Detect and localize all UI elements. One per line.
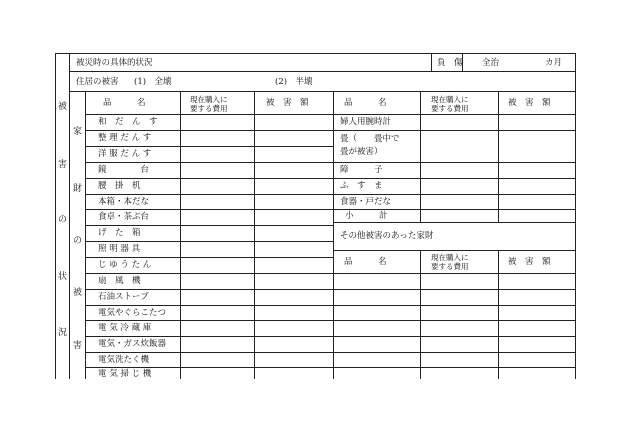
header-item-left: 品 名: [103, 98, 146, 108]
row-line: [69, 91, 575, 92]
col-line: [420, 250, 421, 379]
side-label-4: 況: [58, 328, 68, 338]
row-line: [85, 225, 333, 226]
right-item-1: 婦人用腕時計: [340, 117, 392, 127]
header-cost-right-1: 現在購入に: [431, 95, 469, 104]
injury-full: 全治: [482, 58, 500, 68]
left-item-11: 石油ストーブ: [98, 292, 149, 302]
left-item-0: 和 だ ん す: [98, 117, 158, 127]
right-item-3: 障 子: [340, 165, 383, 175]
col-line: [431, 53, 432, 71]
side-label-1: 害: [58, 160, 68, 170]
row-line: [85, 320, 333, 321]
row-line: [333, 178, 575, 179]
section-title: 被災時の具体的状況: [76, 58, 153, 68]
right-item-6: 小 計: [345, 211, 388, 221]
row-line: [333, 130, 575, 131]
left-item-10: 扇 風 機: [98, 276, 141, 286]
frame-top: [55, 53, 575, 54]
injury-unit: カ月: [545, 58, 563, 68]
header-cost-left-1: 現在購入に: [190, 95, 228, 104]
row-line: [85, 352, 333, 353]
housing-option-2: (2) 半壊: [275, 77, 313, 87]
row-line: [333, 162, 575, 163]
side2-label-4: 害: [73, 341, 83, 351]
row-line: [333, 367, 575, 368]
side-label-0: 被: [58, 102, 68, 112]
header-item-right: 品 名: [344, 98, 387, 108]
right-item-4: ふ す ま: [340, 181, 383, 191]
left-item-8: 照 明 器 具: [98, 244, 141, 254]
side2-label-2: の: [73, 236, 83, 246]
row-line: [85, 336, 333, 337]
left-item-7: げ た 箱: [98, 228, 141, 238]
row-line: [85, 114, 333, 115]
row-line: [333, 305, 575, 306]
side2-label-3: 被: [73, 288, 83, 298]
right-item-2b: 畳が被害）: [340, 147, 383, 157]
row-line: [333, 273, 575, 274]
col-line: [498, 91, 499, 222]
row-line: [85, 289, 333, 290]
col-line: [420, 91, 421, 222]
right-item-5: 食器・戸だな: [340, 197, 392, 207]
header-damage-other: 被 害 額: [508, 257, 551, 267]
frame-left: [55, 53, 56, 379]
row-line: [333, 194, 575, 195]
row-line: [333, 250, 575, 251]
left-item-6: 食卓・茶ぶ台: [98, 212, 150, 222]
left-item-4: 腰 掛 机: [98, 181, 141, 191]
left-item-9: じ ゆ う た ん: [98, 260, 152, 270]
row-line: [85, 178, 333, 179]
left-item-15: 電気洗たく機: [98, 355, 150, 365]
housing-label: 住居の被害: [76, 77, 119, 87]
header-cost-other-1: 現在購入に: [431, 253, 469, 262]
header-cost-other-2: 要する費用: [431, 262, 469, 271]
row-line: [333, 222, 575, 223]
frame-right: [575, 53, 576, 379]
side2-label-0: 家: [73, 127, 83, 137]
side-label-2: の: [58, 215, 68, 225]
row-line: [333, 289, 575, 290]
side-label-3: 状: [58, 272, 68, 282]
header-item-other: 品 名: [344, 257, 387, 267]
row-line: [333, 352, 575, 353]
row-line: [85, 367, 333, 368]
left-item-14: 電気・ガス炊飯器: [98, 339, 167, 349]
row-line: [85, 257, 333, 258]
left-item-1: 整 理 だ ん す: [98, 133, 152, 143]
row-line: [333, 320, 575, 321]
row-line: [85, 209, 333, 210]
left-item-2: 洋 服 だ ん す: [98, 149, 152, 159]
left-item-5: 本箱・本だな: [98, 197, 150, 207]
other-label: その他被害のあった家財: [340, 231, 434, 241]
row-line: [85, 305, 333, 306]
right-item-2a: 畳（ 畳中で: [340, 134, 400, 144]
row-line: [85, 162, 333, 163]
col-line: [498, 250, 499, 379]
left-item-3: 鏡 台: [98, 165, 150, 175]
side-col-line: [69, 53, 70, 379]
row-line: [69, 71, 575, 72]
row-line: [85, 130, 333, 131]
row-line: [333, 336, 575, 337]
housing-option-1: (1) 全壊: [134, 77, 172, 87]
header-damage-right: 被 害 額: [508, 98, 551, 108]
header-cost-right-2: 要する費用: [431, 104, 469, 113]
row-line: [85, 273, 333, 274]
row-line: [333, 114, 575, 115]
row-line: [333, 209, 575, 210]
left-item-13: 電 気 冷 蔵 庫: [98, 323, 152, 333]
left-item-16: 電 気 掃 じ 機: [98, 369, 152, 379]
header-cost-left-2: 要する費用: [190, 104, 228, 113]
left-item-12: 電気やぐらこたつ: [98, 308, 167, 318]
header-damage-left: 被 害 額: [266, 98, 309, 108]
side2-label-1: 財: [73, 184, 83, 194]
row-line: [85, 146, 333, 147]
injury-label: 負 傷: [437, 58, 463, 68]
row-line: [85, 194, 333, 195]
row-line: [85, 241, 333, 242]
